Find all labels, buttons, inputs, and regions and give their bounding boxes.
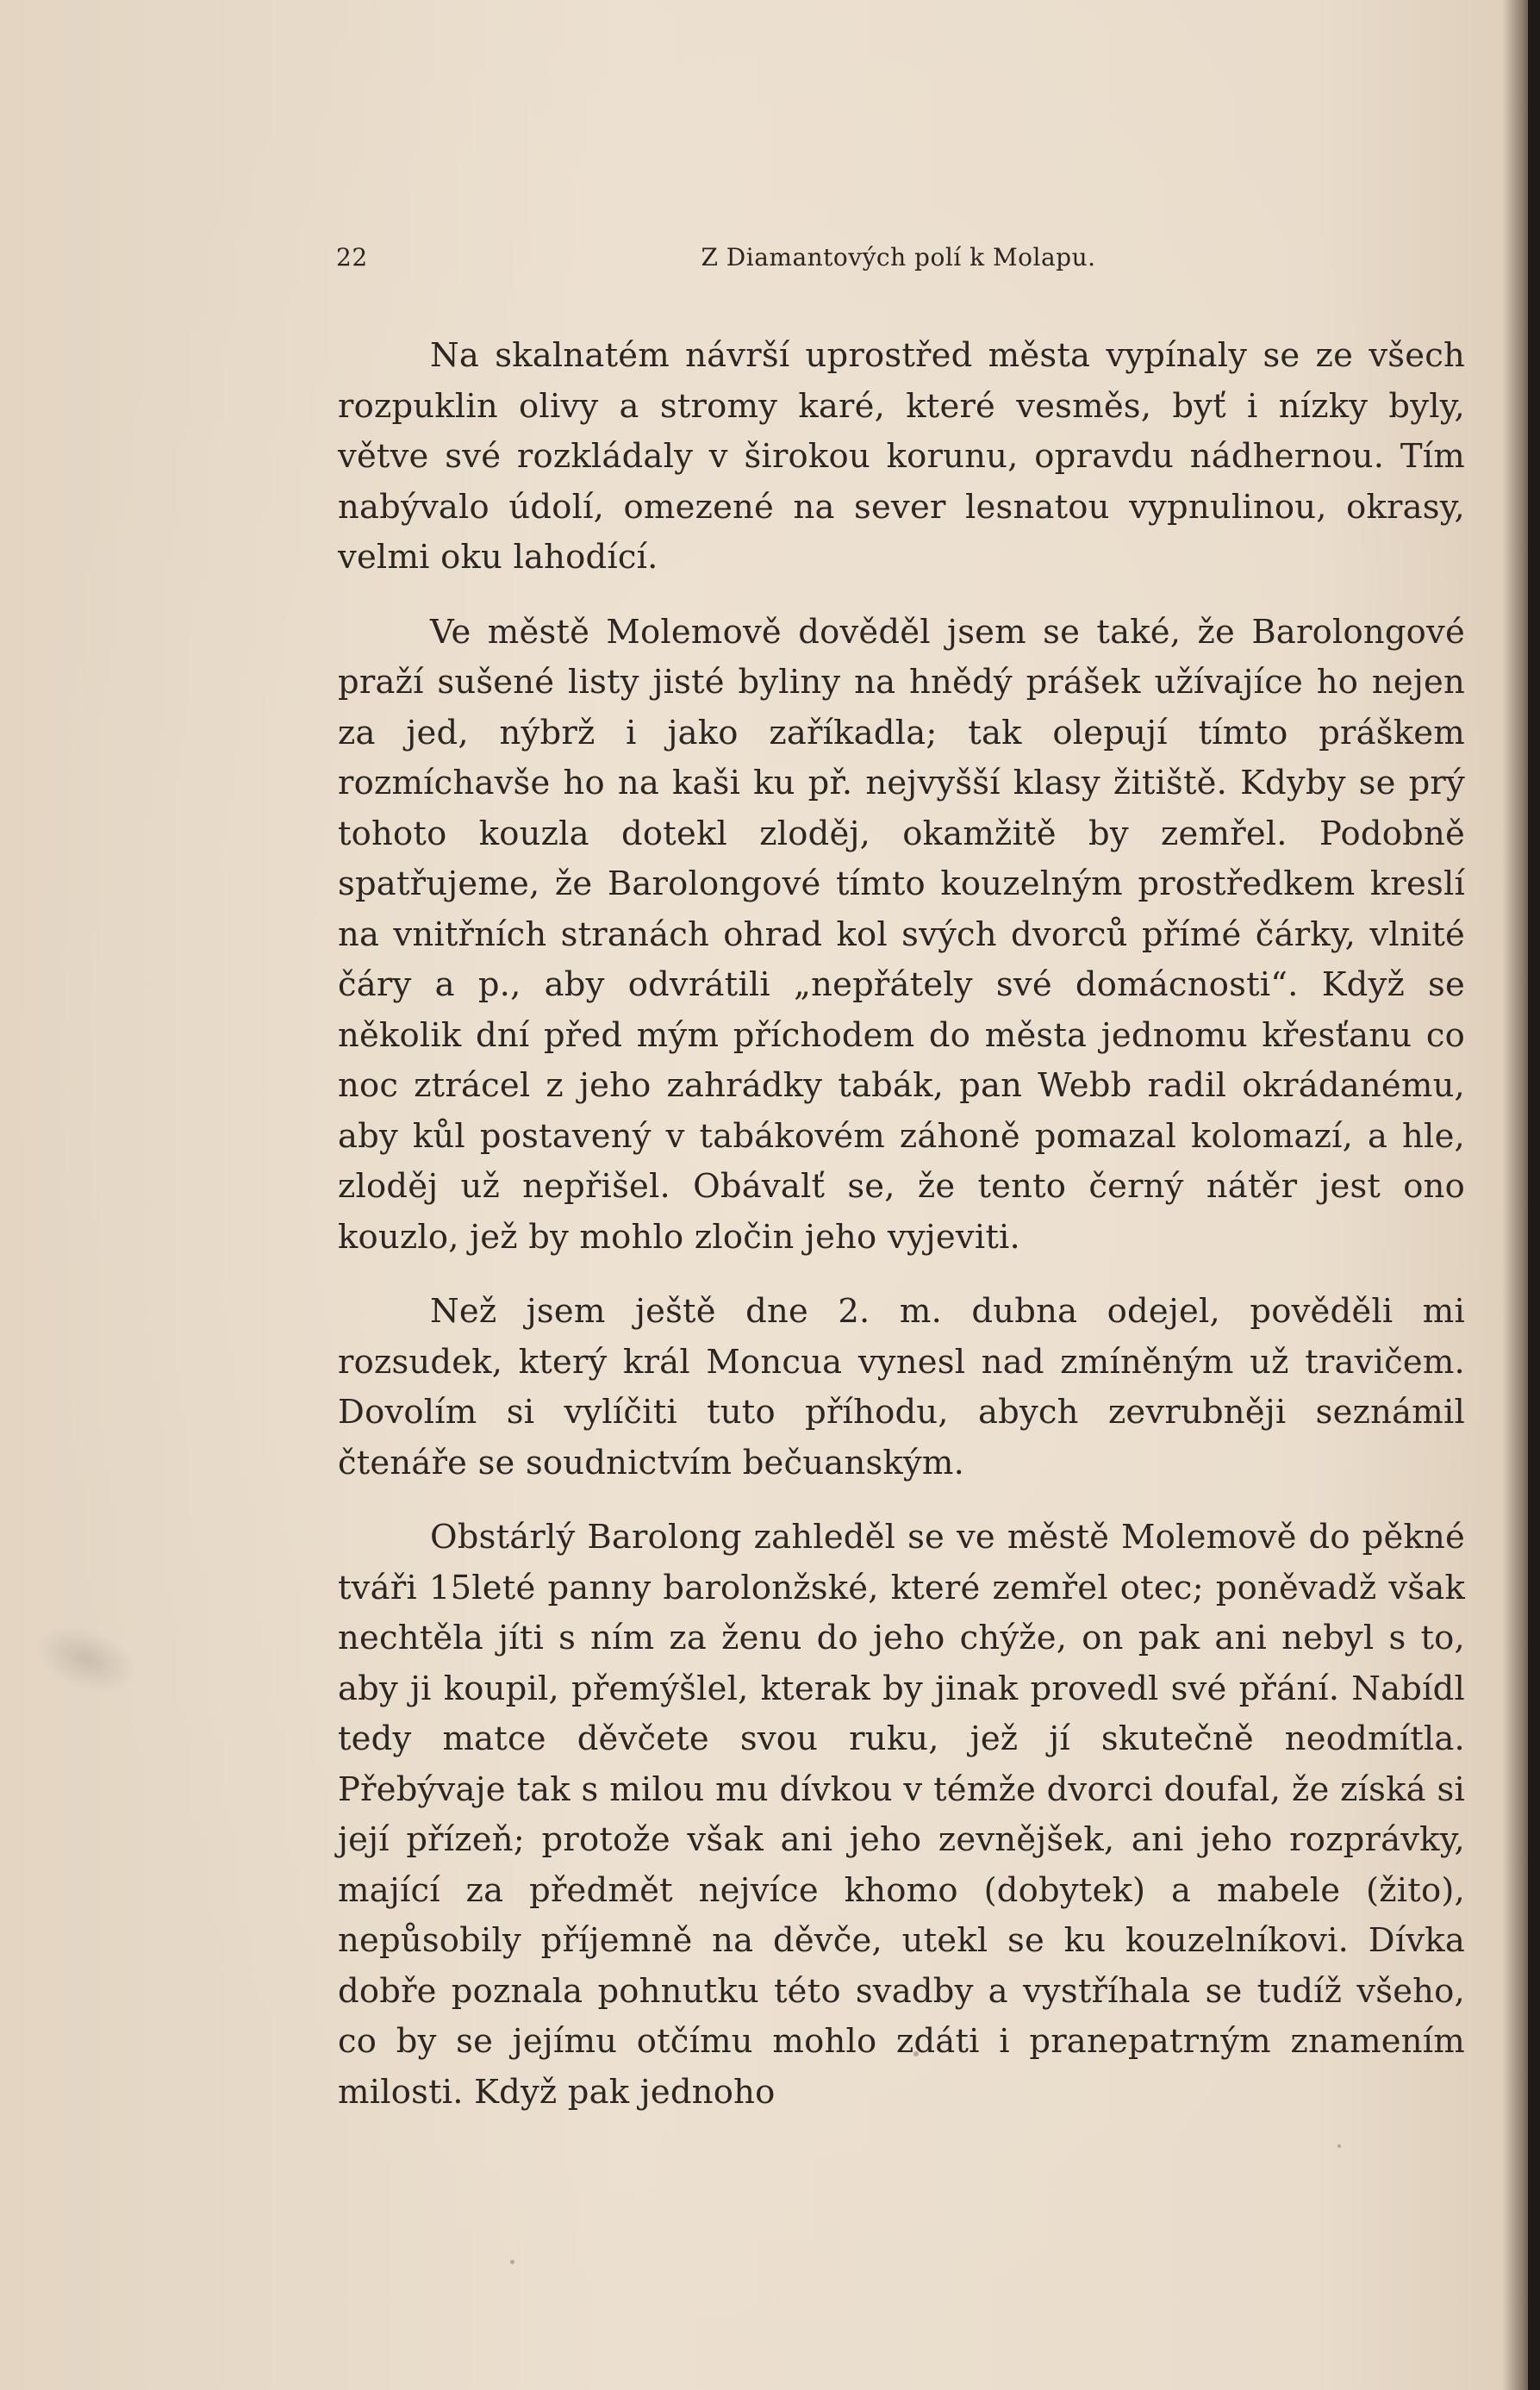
page-speck bbox=[510, 2260, 514, 2264]
page-smudge bbox=[28, 1613, 146, 1706]
page-speck bbox=[1337, 2144, 1341, 2148]
running-title: Z Diamantových polí k Molapu. bbox=[701, 243, 1096, 271]
body-text bbox=[338, 331, 1465, 2118]
running-header bbox=[336, 243, 1461, 286]
paragraph: Na skalnatém návrší uprostřed města vypínaly se ze všech rozpuklin olivy a stromy karé, které vesměs, byť i nízky byly, větve své rozkládaly v širokou korunu, opravdu nádhernou. Tím nabývalo údolí, omezené na sever lesnatou vypnulinou, okrasy, velmi oku lahodící. bbox=[338, 336, 1465, 577]
paragraph: Než jsem ještě dne 2. m. dubna odejel, pověděli mi rozsudek, který král Moncua vynesl nad zmíněným už travičem. Dovolím si vylíčiti tuto příhodu, abych zevrubněji seznámil čtenáře se soudnictvím bečuanským. bbox=[338, 1292, 1465, 1482]
paragraph: Ve městě Molemově dověděl jsem se také, že Barolongové praží sušené listy jisté byliny na hnědý prášek užívajíce ho nejen za jed, nýbrž i jako zaříkadla; tak olepují tímto práškem rozmíchavše ho na kaši ku př. nejvyšší klasy žitiště. Kdyby se prý tohoto kouzla dotekl zloděj, okamžitě by zemřel. Podobně spatřujeme, že Barolongové tímto kouzelným prostředkem kreslí na vnitřních stranách ohrad kol svých dvorců přímé čárky, vlnité čáry a p., aby odvrátili „nepřátely své domácnosti“. Když se několik dní před mým příchodem do města jednomu křesťanu co noc ztrácel z jeho zahrádky tabák, pan Webb radil okrádanému, aby kůl postavený v tabákovém záhoně pomazal kolomazí, a hle, zloděj už nepřišel. Obávalť se, že tento černý nátěr jest ono kouzlo, jež by mohlo zločin jeho vyjeviti. bbox=[338, 612, 1465, 1257]
binding-edge bbox=[1528, 0, 1540, 2390]
paragraph: Obstárlý Barolong zahleděl se ve městě Molemově do pěkné tváři 15leté panny barolonžské, které zemřel otec; poněvadž však nechtěla jíti s ním za ženu do jeho chýže, on pak ani nebyl s to, aby ji koupil, přemýšlel, kterak by jinak provedl své přání. Nabídl tedy matce děvčete svou ruku, jež jí skutečně neodmítla. Přebývaje tak s milou mu dívkou v témže dvorci doufal, že získá si její přízeň; protože však ani jeho zevnějšek, ani jeho rozprávky, mající za předmět nejvíce khomo (dobytek) a mabele (žito), nepůsobily příjemně na děvče, utekl se ku kouzelníkovi. Dívka dobře poznala pohnutku této svadby a vystříhala se tudíž všeho, co by se jejímu otčímu mohlo zdáti i pranepatrným znamením milosti. Když pak jednoho bbox=[338, 1518, 1465, 2112]
page-number: 22 bbox=[336, 243, 368, 271]
